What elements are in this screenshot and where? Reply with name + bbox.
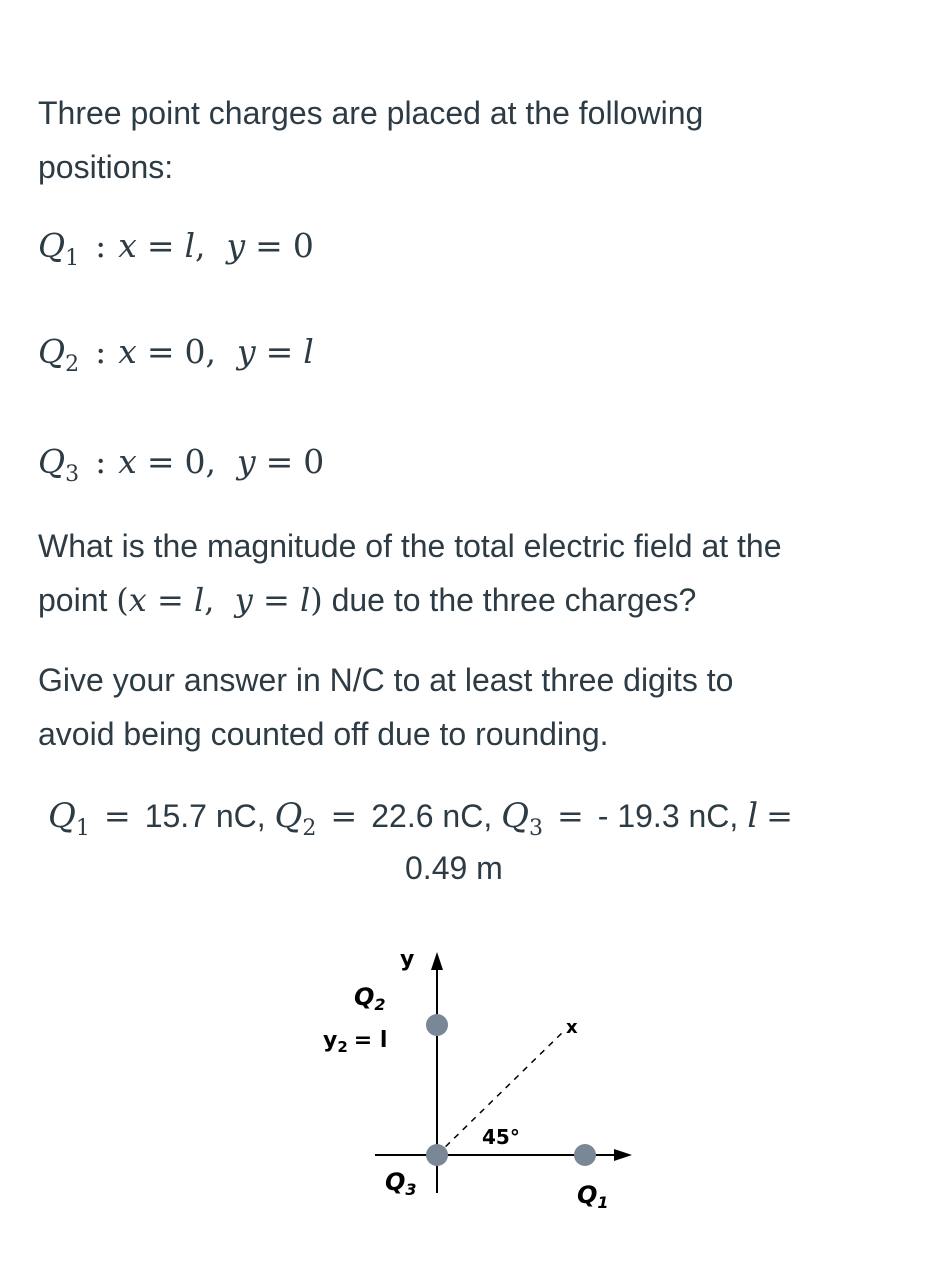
instruction-line-2: avoid being counted off due to rounding.: [38, 716, 609, 752]
q3-figure-label: $Q_3$: [385, 1168, 417, 1199]
position-q3: $Q_3$ : x = 0, y = 0: [38, 442, 325, 487]
question-point-y: l: [299, 581, 311, 619]
instruction-line-1: Give your answer in N/C to at least three digits to: [38, 662, 734, 698]
q3-symbol: Q: [38, 442, 66, 481]
q1-y-value: 0: [292, 226, 314, 265]
q1-symbol: Q: [38, 226, 66, 265]
q3-charge-marker: [426, 1144, 448, 1166]
given-q2: 22.6 nC,: [371, 798, 493, 834]
q3-y-value: 0: [303, 442, 325, 481]
q2-charge-marker: [426, 1014, 448, 1036]
q2-subscript: 2: [65, 352, 80, 377]
intro-line-1: Three point charges are placed at the following: [38, 95, 704, 131]
x-axis-arrow: [614, 1149, 632, 1161]
q2-y-value: l: [303, 332, 314, 371]
q1-charge-marker: [574, 1144, 596, 1166]
given-values: $Q_1 = 15.7$ nC, $Q_2 = 22.6$ nC, $Q_3$ = - 19.3 nC, l =: [48, 796, 793, 841]
question-line-2: point (x = l, y = l) due to the three charges?: [38, 581, 697, 619]
given-l: 0.49 m: [405, 850, 503, 886]
y-axis-arrow: [431, 952, 443, 970]
angle-label: 45°: [482, 1125, 520, 1149]
q3-subscript: 3: [65, 462, 80, 487]
y-axis-label: y: [400, 947, 415, 972]
q1-figure-label: $Q_1$: [577, 1181, 609, 1212]
given-q3: - 19.3 nC,: [597, 798, 739, 834]
q2-figure-label: $Q_2$: [354, 983, 386, 1014]
q1-subscript: 1: [65, 246, 80, 271]
x-axis-label: x: [566, 1017, 578, 1038]
q2-x-value: 0: [184, 332, 206, 371]
q3-x-value: 0: [184, 442, 206, 481]
q2-symbol: Q: [38, 332, 66, 371]
y2-figure-label: $y_2 = l$: [323, 1028, 388, 1056]
q1-x-value: l: [184, 226, 196, 265]
position-q2: $Q_2$ : x = 0, y = l: [38, 332, 314, 377]
question-line-1: What is the magnitude of the total electric field at the: [38, 528, 782, 564]
position-q1: $Q_1$ : x = l, y = 0: [38, 226, 314, 271]
given-q1: 15.7 nC,: [144, 798, 266, 834]
question-point-x: l: [193, 581, 205, 619]
intro-line-2: positions:: [38, 149, 174, 185]
